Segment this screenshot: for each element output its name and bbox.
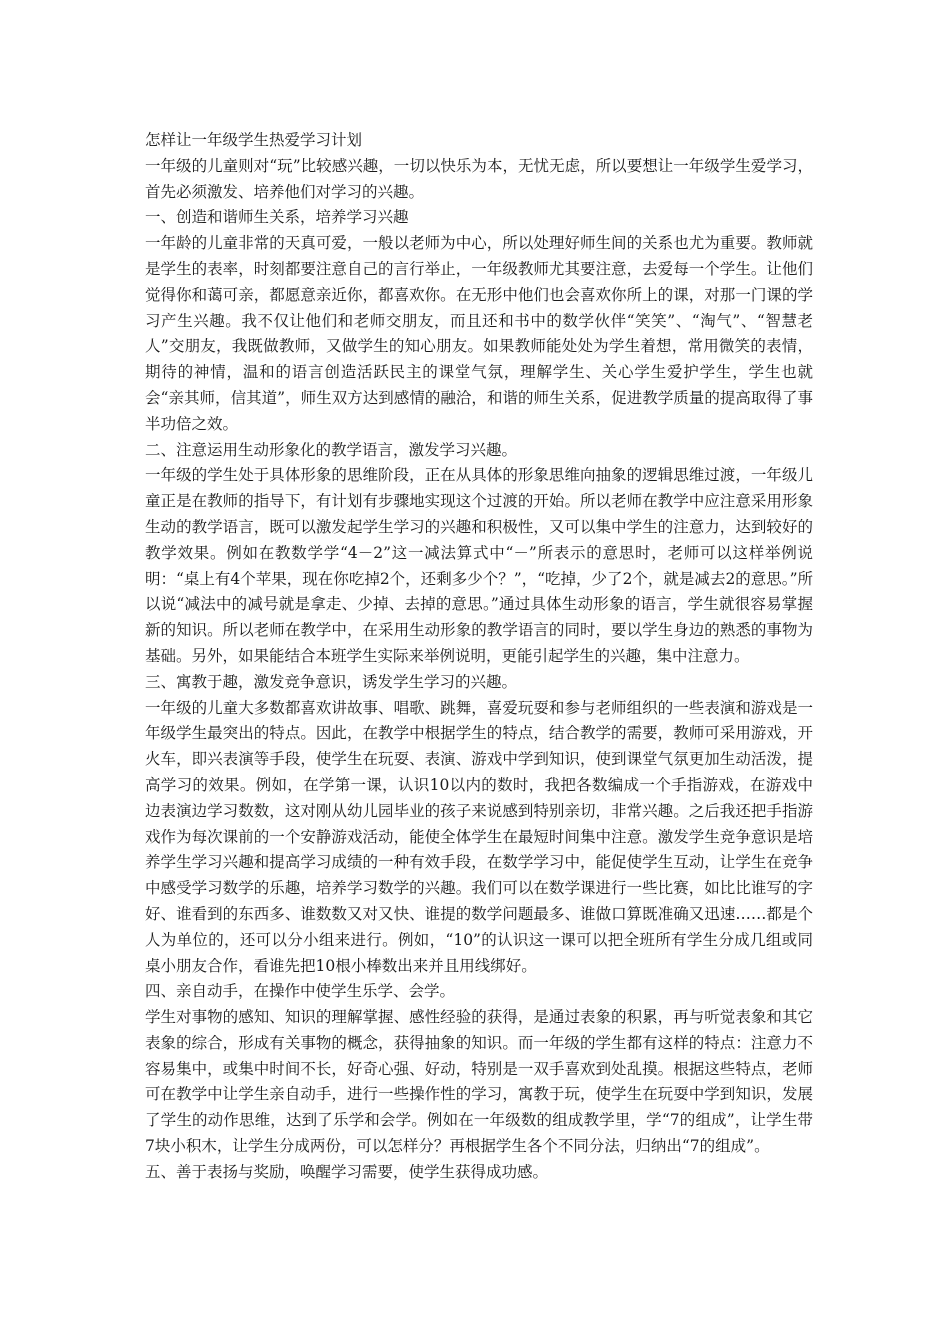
- section-heading-1: 一、创造和谐师生关系，培养学习兴趣: [145, 208, 409, 227]
- intro-paragraph: 一年级的儿童则对“玩”比较感兴趣，一切以快乐为本，无忧无虑，所以要想让一年级学生爱学习，首先必须激发、培养他们对学习的兴趣。: [145, 156, 813, 201]
- section-body-4: 学生对事物的感知、知识的理解掌握、感性经验的获得，是通过表象的积累，再与听觉表象和其它表象的综合，形成有关事物的概念，获得抽象的知识。而一年级的学生都有这样的特点：注意力不容易集中，或集中时间不长，好奇心强、好动，特别是一双手喜欢到处乱摸。根据这些特点，老师可在教学中让学生亲自动手，进行一些操作性的学习，寓教于玩，使学生在玩耍中学到知识，发展了学生的动作思维，达到了乐学和会学。例如在一年级数的组成教学里，学“7的组成”，让学生带7块小积木，让学生分成两份，可以怎样分？再根据学生各个不同分法，归纳出“7的组成”。: [145, 1008, 813, 1156]
- document-title: 怎样让一年级学生热爱学习计划: [145, 131, 363, 149]
- section-heading-2: 二、注意运用生动形象化的教学语言，激发学习兴趣。: [145, 440, 518, 459]
- section-heading-3: 三、寓教于趣，激发竞争意识，诱发学生学习的兴趣。: [145, 672, 518, 691]
- section-body-3: 一年级的儿童大多数都喜欢讲故事、唱歌、跳舞，喜爱玩耍和参与老师组织的一些表演和游戏是一年级学生最突出的特点。因此，在教学中根据学生的特点，结合教学的需要，教师可采用游戏，开火车，即兴表演等手段，使学生在玩耍、表演、游戏中学到知识，使到课堂气氛更加生动活泼，提高学习的效果。例如，在学第一课，认识10以内的数时，我把各数编成一个手指游戏，在游戏中边表演边学习数数，这对刚从幼儿园毕业的孩子来说感到特别亲切，非常兴趣。之后我还把手指游戏作为每次课前的一个安静游戏活动，能使全体学生在最短时间集中注意。激发学生竞争意识是培养学生学习兴趣和提高学习成绩的一种有效手段，在数学学习中，能促使学生互动，让学生在竞争中感受学习数学的乐趣，培养学习数学的兴趣。我们可以在数学课进行一些比赛，如比比谁写的字好、谁看到的东西多、谁数数又对又快、谁提的数学问题最多、谁做口算既准确又迅速……都是个人为单位的，还可以分小组来进行。例如，“10”的认识这一课可以把全班所有学生分成几组或同桌小朋友合作，看谁先把10根小棒数出来并且用线绑好。: [145, 698, 813, 975]
- section-body-1: 一年龄的儿童非常的天真可爱，一般以老师为中心，所以处理好师生间的关系也尤为重要。教师就是学生的表率，时刻都要注意自己的言行举止，一年级教师尤其要注意，去爱每一个学生。让他们觉得你和蔼可亲，都愿意亲近你，都喜欢你。在无形中他们也会喜欢你所上的课，对那一门课的学习产生兴趣。我不仅让他们和老师交朋友，而且还和书中的数学伙伴“笑笑”、“淘气”、“智慧老人”交朋友，我既做教师，又做学生的知心朋友。如果教师能处处为学生着想，常用微笑的表情，期待的神情，温和的语言创造活跃民主的课堂气氛，理解学生、关心学生爱护学生，学生也就会“亲其师，信其道”，师生双方达到感情的融洽，和谐的师生关系，促进教学质量的提高取得了事半功倍之效。: [145, 234, 813, 433]
- document-page: [145, 128, 813, 1186]
- section-body-2: 一年级的学生处于具体形象的思维阶段，正在从具体的形象思维向抽象的逻辑思维过渡，一年级儿童正是在教师的指导下，有计划有步骤地实现这个过渡的开始。所以老师在教学中应注意采用形象生动的教学语言，既可以激发起学生学习的兴趣和积极性，又可以集中学生的注意力，达到较好的教学效果。例如在教数学学“4－2”这一减法算式中“－”所表示的意思时，老师可以这样举例说明：“桌上有4个苹果，现在你吃掉2个，还剩多少个？”，“吃掉，少了2个，就是减去2的意思。”所以说“减法中的减号就是拿走、少掉、去掉的意思。”通过具体生动形象的语言，学生就很容易掌握新的知识。所以老师在教学中，在采用生动形象的教学语言的同时，要以学生身边的熟悉的事物为基础。另外，如果能结合本班学生实际来举例说明，更能引起学生的兴趣，集中注意力。: [145, 466, 813, 665]
- section-heading-4: 四、亲自动手，在操作中使学生乐学、会学。: [145, 982, 456, 1001]
- section-heading-5: 五、善于表扬与奖励，唤醒学习需要，使学生获得成功感。: [145, 1162, 549, 1181]
